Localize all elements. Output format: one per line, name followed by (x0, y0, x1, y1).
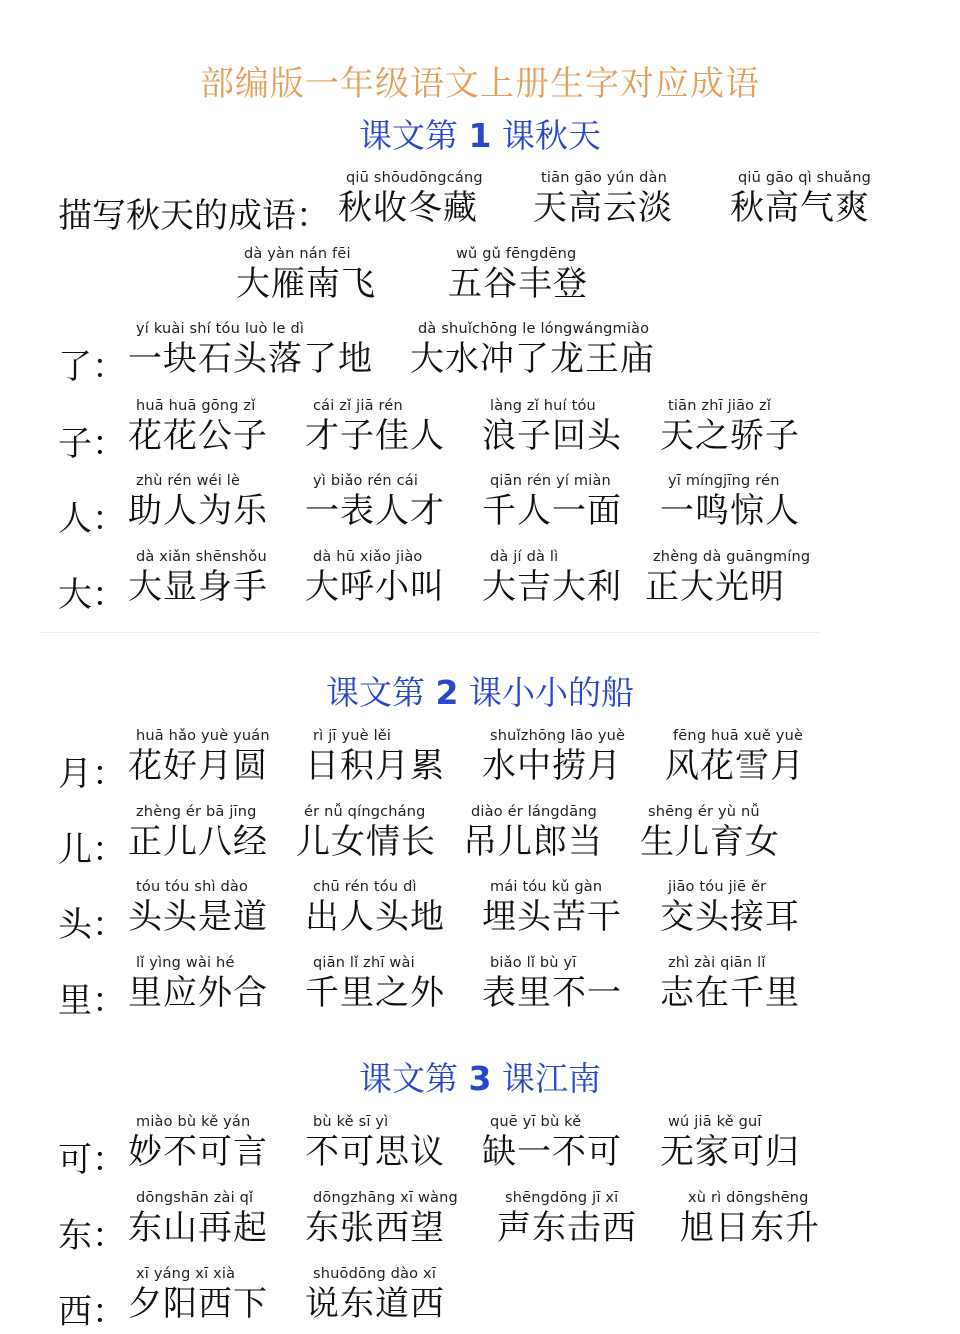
idiom-text: 大水冲了龙王庙 (410, 339, 655, 379)
idiom-text: 花花公子 (128, 416, 268, 456)
lesson-1-row-autumn-cont (0, 244, 960, 314)
pinyin: zhèng dà guāngmíng (653, 549, 811, 565)
idiom (128, 396, 268, 456)
idiom-text: 儿女情长 (296, 822, 436, 862)
idiom (128, 471, 268, 531)
pinyin: xī yáng xī xià (136, 1266, 236, 1282)
pinyin: dōngshān zài qǐ (136, 1190, 254, 1206)
idiom-text: 交头接耳 (660, 897, 800, 937)
idiom-text: 吊儿郎当 (463, 822, 603, 862)
idiom-text: 正儿八经 (128, 822, 268, 862)
section-divider (40, 632, 820, 633)
pinyin: huā hǎo yuè yuán (136, 728, 270, 744)
row-label: 里： (58, 981, 126, 1021)
pinyin: qiū gāo qì shuǎng (738, 170, 872, 186)
idiom (305, 877, 445, 937)
idiom (305, 396, 445, 456)
pinyin: zhù rén wéi lè (136, 473, 241, 489)
pinyin: jiāo tóu jiē ěr (668, 879, 767, 895)
idiom-text: 声东击西 (497, 1208, 637, 1248)
pinyin: mái tóu kǔ gàn (490, 879, 603, 895)
lesson-1-title (0, 110, 960, 157)
pinyin: tiān zhī jiāo zǐ (668, 398, 772, 414)
lesson-2-title (0, 667, 960, 714)
pinyin: yì biǎo rén cái (313, 473, 419, 489)
pinyin: shēng ér yù nǚ (648, 804, 760, 820)
idiom-text: 志在千里 (660, 973, 800, 1013)
lesson-2-row-er (0, 802, 960, 872)
idiom (128, 547, 268, 607)
lesson-1-row-le (0, 319, 960, 389)
idiom-text: 千里之外 (305, 973, 445, 1013)
idiom (305, 1112, 445, 1172)
lesson-2-row-yue (0, 726, 960, 796)
idiom (448, 244, 588, 304)
idiom (296, 802, 436, 862)
pinyin: fēng huā xuě yuè (673, 728, 804, 744)
idiom-text: 埋头苦干 (482, 897, 622, 937)
idiom (660, 471, 800, 531)
pinyin: chū rén tóu dì (313, 879, 417, 895)
idiom-text: 出人头地 (305, 897, 445, 937)
idiom (482, 396, 622, 456)
idiom (305, 1264, 445, 1324)
pinyin: yí kuài shí tóu luò le dì (136, 321, 305, 337)
pinyin: wǔ gǔ fēngdēng (456, 246, 577, 262)
idiom-text: 浪子回头 (482, 416, 622, 456)
pinyin: qiān lǐ zhī wài (313, 955, 415, 971)
idiom-text: 日积月累 (305, 746, 445, 786)
pinyin: diào ér lángdāng (471, 804, 598, 820)
lesson-3-row-dong (0, 1188, 960, 1258)
idiom (482, 877, 622, 937)
idiom-text: 头头是道 (128, 897, 268, 937)
row-label: 头： (58, 905, 126, 945)
idiom (482, 547, 622, 607)
idiom-text: 千人一面 (482, 491, 622, 531)
idiom-text: 天之骄子 (660, 416, 800, 456)
pinyin: lǐ yìng wài hé (136, 955, 235, 971)
idiom (305, 547, 445, 607)
pinyin: dà xiǎn shēnshǒu (136, 549, 267, 565)
idiom-text: 秋收冬藏 (338, 188, 478, 228)
idiom-text: 说东道西 (305, 1284, 445, 1324)
idiom (660, 953, 800, 1013)
idiom (665, 726, 805, 786)
idiom-text: 生儿育女 (640, 822, 780, 862)
idiom-text: 大显身手 (128, 567, 268, 607)
row-label: 东： (58, 1216, 126, 1256)
lesson-1-title-pre: 课文第 (359, 116, 459, 155)
idiom-text: 风花雪月 (665, 746, 805, 786)
pinyin: dà shuǐchōng le lóngwángmiào (418, 321, 650, 337)
idiom (645, 547, 810, 607)
lesson-1-row-da (0, 547, 960, 617)
row-label: 月： (58, 754, 126, 794)
lesson-1-number: 1 (468, 116, 492, 155)
idiom-text: 花好月圆 (128, 746, 268, 786)
idiom (305, 726, 445, 786)
lesson-2-row-li (0, 953, 960, 1023)
lesson-3-title-post: 课江南 (501, 1059, 601, 1098)
pinyin: tiān gāo yún dàn (541, 170, 668, 186)
pinyin: ér nǚ qíngcháng (304, 804, 426, 820)
idiom (128, 1264, 268, 1324)
pinyin: xù rì dōngshēng (688, 1190, 809, 1206)
idiom (128, 1112, 268, 1172)
idiom (660, 396, 800, 456)
idiom (482, 471, 622, 531)
idiom-text: 大吉大利 (482, 567, 622, 607)
idiom (680, 1188, 820, 1248)
idiom (305, 1188, 458, 1248)
idiom (482, 953, 622, 1013)
idiom (730, 168, 871, 228)
idiom-text: 一鸣惊人 (660, 491, 800, 531)
idiom-text: 助人为乐 (128, 491, 268, 531)
idiom (482, 1112, 622, 1172)
idiom (640, 802, 780, 862)
idiom-text: 才子佳人 (305, 416, 445, 456)
row-label: 西： (58, 1292, 126, 1332)
idiom-text: 旭日东升 (680, 1208, 820, 1248)
pinyin: làng zǐ huí tóu (490, 398, 596, 414)
idiom (128, 953, 268, 1013)
idiom-text: 东山再起 (128, 1208, 268, 1248)
lesson-2-title-post: 课小小的船 (468, 673, 634, 712)
lesson-1-row-autumn (0, 168, 960, 238)
pinyin: dà jí dà lì (490, 549, 559, 565)
idiom-text: 水中捞月 (482, 746, 622, 786)
row-label: 描写秋天的成语： (58, 196, 330, 236)
pinyin: tóu tóu shì dào (136, 879, 249, 895)
lesson-2-title-pre: 课文第 (326, 673, 426, 712)
lesson-1-row-ren (0, 471, 960, 541)
lesson-2-row-tou (0, 877, 960, 947)
row-label: 可： (58, 1140, 126, 1180)
pinyin: shuōdōng dào xī (313, 1266, 437, 1282)
idiom (660, 1112, 800, 1172)
idiom-text: 无家可归 (660, 1132, 800, 1172)
idiom (660, 877, 800, 937)
pinyin: biǎo lǐ bù yī (490, 955, 577, 971)
idiom (128, 726, 270, 786)
idiom-text: 表里不一 (482, 973, 622, 1013)
pinyin: quē yī bù kě (490, 1114, 582, 1130)
pinyin: rì jī yuè lěi (313, 728, 392, 744)
lesson-3-row-xi (0, 1264, 960, 1334)
pinyin: zhèng ér bā jīng (136, 804, 257, 820)
idiom (128, 319, 373, 379)
idiom (128, 877, 268, 937)
pinyin: cái zǐ jiā rén (313, 398, 403, 414)
pinyin: bù kě sī yì (313, 1114, 389, 1130)
idiom (236, 244, 376, 304)
idiom (533, 168, 673, 228)
idiom-text: 东张西望 (305, 1208, 445, 1248)
pinyin: shēngdōng jī xī (505, 1190, 619, 1206)
row-label: 大： (58, 575, 126, 615)
pinyin: dà hū xiǎo jiào (313, 549, 423, 565)
idiom-text: 正大光明 (645, 567, 785, 607)
lesson-3-number: 3 (468, 1059, 492, 1098)
idiom (305, 471, 445, 531)
idiom (338, 168, 483, 228)
idiom (497, 1188, 637, 1248)
idiom-text: 缺一不可 (482, 1132, 622, 1172)
row-label: 人： (58, 499, 126, 539)
idiom-text: 里应外合 (128, 973, 268, 1013)
idiom-text: 秋高气爽 (730, 188, 870, 228)
idiom (128, 1188, 268, 1248)
lesson-3-row-ke (0, 1112, 960, 1182)
page-title: 部编版一年级语文上册生字对应成语 (200, 64, 760, 104)
idiom-text: 妙不可言 (128, 1132, 268, 1172)
pinyin: qiū shōudōngcáng (346, 170, 483, 186)
idiom-text: 五谷丰登 (448, 264, 588, 304)
pinyin: dà yàn nán fēi (244, 246, 351, 262)
pinyin: miào bù kě yán (136, 1114, 251, 1130)
pinyin: yī míngjīng rén (668, 473, 780, 489)
idiom-text: 大雁南飞 (236, 264, 376, 304)
idiom-text: 一表人才 (305, 491, 445, 531)
lesson-3-title (0, 1053, 960, 1100)
lesson-1-title-post: 课秋天 (501, 116, 601, 155)
lesson-1-row-zi (0, 396, 960, 466)
pinyin: zhì zài qiān lǐ (668, 955, 766, 971)
pinyin: qiān rén yí miàn (490, 473, 611, 489)
row-label: 子： (58, 424, 126, 464)
pinyin: shuǐzhōng lāo yuè (490, 728, 626, 744)
lesson-2-number: 2 (435, 673, 459, 712)
idiom (305, 953, 445, 1013)
idiom (128, 802, 268, 862)
idiom (463, 802, 603, 862)
row-label: 了： (58, 347, 126, 387)
pinyin: huā huā gōng zǐ (136, 398, 256, 414)
idiom-text: 天高云淡 (533, 188, 673, 228)
idiom-text: 夕阳西下 (128, 1284, 268, 1324)
idiom (410, 319, 655, 379)
row-label: 儿： (58, 830, 126, 870)
idiom-text: 大呼小叫 (305, 567, 445, 607)
pinyin: dōngzhāng xī wàng (313, 1190, 458, 1206)
idiom-text: 不可思议 (305, 1132, 445, 1172)
idiom (482, 726, 625, 786)
lesson-3-title-pre: 课文第 (359, 1059, 459, 1098)
idiom-text: 一块石头落了地 (128, 339, 373, 379)
pinyin: wú jiā kě guī (668, 1114, 762, 1130)
